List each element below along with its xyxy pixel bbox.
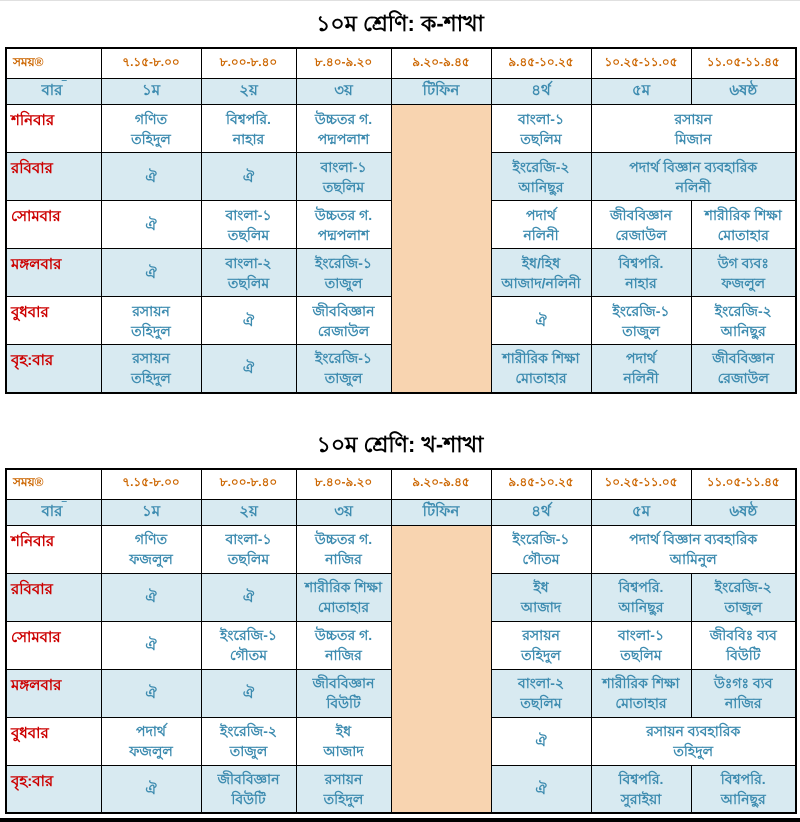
subject-line: আনিছুর — [618, 599, 664, 615]
subject-line: আনিছুর — [720, 790, 766, 807]
subject-cell — [591, 621, 691, 669]
subject-line: বাংলা-১ — [617, 627, 665, 643]
subject-line: পদার্থ — [136, 723, 166, 739]
time-cell: ৭.১৫-৮.০০ — [101, 48, 201, 79]
subject-line: ঐ — [145, 685, 157, 701]
subject-cell — [101, 345, 201, 393]
subject-line: ঐ — [242, 589, 255, 605]
subject-cell — [591, 765, 691, 813]
subject-line: উগ ব্যবঃ — [717, 254, 769, 271]
subject-line: বাংলা-১ — [517, 110, 565, 127]
subject-line: ইধ — [533, 579, 549, 595]
subject-cell — [591, 201, 691, 249]
day-cell: বৃহ:বার — [6, 345, 101, 393]
subject-cell — [491, 765, 591, 813]
time-cell: ৯.২০-৯.৪৫ — [391, 48, 491, 79]
routine-table-kha — [5, 468, 797, 815]
subject-line: ঐ — [242, 168, 255, 185]
time-header-row — [6, 48, 796, 79]
subject-line: নাজির — [325, 551, 362, 567]
subject-cell — [296, 249, 391, 297]
subject-cell — [101, 297, 201, 345]
day-cell: মঙ্গলবার — [6, 249, 101, 297]
subject-line: বিশ্বপরি. — [618, 579, 664, 595]
time-cell: ৮.৪০-৯.২০ — [296, 48, 391, 79]
subject-line: নাহার — [625, 274, 657, 291]
subject-line: রসায়ন — [132, 350, 170, 367]
subject-line: তহিদুল — [131, 370, 171, 387]
subject-line: তহিদুল — [131, 322, 171, 339]
tiffin-column — [391, 525, 491, 813]
subject-line: বিশ্বপরি. — [226, 110, 271, 127]
subject-line: ইংরেজি-১ — [512, 531, 570, 547]
subject-line: শারীরিক শিক্ষা — [304, 579, 383, 595]
subject-line: মোতাহার — [317, 599, 370, 615]
subject-line: মোতাহার — [515, 370, 567, 387]
time-header-row — [6, 469, 796, 500]
routine-table-ka — [5, 47, 797, 394]
subject-cell — [491, 525, 591, 573]
subject-cell — [101, 105, 201, 153]
subject-cell — [101, 525, 201, 573]
subject-line: ইংরেজি-২ — [220, 723, 277, 739]
subject-line: জীববিঃ ব্যব — [709, 627, 777, 643]
subject-line: ঐ — [535, 780, 547, 797]
subject-line: আজাদ — [323, 743, 364, 759]
subject-cell — [691, 249, 796, 297]
subject-line: মোতাহার — [615, 695, 667, 711]
subject-line: ইংরেজি-২ — [714, 302, 772, 319]
subject-line: ঐ — [145, 637, 157, 653]
period-cell: ২য় — [201, 499, 296, 525]
subject-line: উচ্চতর গ. — [314, 531, 373, 547]
subject-line: ইংরেজি-১ — [315, 254, 372, 271]
subject-line: পদ্মপলাশ — [317, 130, 370, 147]
subject-cell — [201, 345, 296, 393]
day-cell: রবিবার — [6, 573, 101, 621]
subject-line: ইংরেজি-১ — [612, 302, 670, 319]
subject-line: বিউটি — [231, 790, 266, 807]
subject-line: নলিনী — [675, 178, 711, 195]
subject-line: তছলিম — [322, 178, 365, 195]
subject-line: ইংরেজি-২ — [714, 579, 772, 595]
subject-line: পদার্থ — [526, 206, 556, 223]
day-label-mark: ‾ — [62, 80, 67, 92]
subject-cell — [101, 249, 201, 297]
subject-cell — [591, 297, 691, 345]
period-cell: ১ম — [101, 499, 201, 525]
subject-line: উচ্চতর গ. — [314, 627, 373, 643]
subject-line: বাংলা-১ — [225, 531, 272, 547]
subject-line: তছলিম — [227, 226, 270, 243]
subject-line: রসায়ন — [324, 770, 363, 787]
subject-line: গণিত — [134, 110, 168, 127]
subject-line: তাজুল — [724, 599, 763, 615]
subject-cell — [491, 153, 591, 201]
period-cell: ১ম — [101, 79, 201, 105]
period-cell: ৩য় — [296, 79, 391, 105]
subject-line: বিশ্বপরি. — [618, 770, 664, 787]
period-cell: ২য় — [201, 79, 296, 105]
day-cell: শনিবার — [6, 525, 101, 573]
subject-line: পদ্মপলাশ — [317, 226, 370, 243]
period-cell: ৫ম — [591, 79, 691, 105]
section-ka-title: ১০ম শ্রেণি: ক-শাখা — [316, 11, 484, 36]
subject-line: বাংলা-১ — [320, 158, 367, 175]
subject-cell — [591, 669, 691, 717]
tiffin-header-cell: টিফিন — [391, 499, 491, 525]
subject-cell — [296, 201, 391, 249]
subject-line: রসায়ন — [674, 110, 713, 127]
subject-line: ঐ — [145, 264, 157, 281]
day-cell: বুধবার — [6, 297, 101, 345]
subject-cell — [201, 153, 296, 201]
subject-line: মোতাহার — [717, 226, 769, 243]
subject-line: বাংলা-১ — [225, 206, 272, 223]
subject-line: আনিছুর — [720, 322, 766, 339]
subject-line: তহিদুল — [131, 130, 171, 147]
subject-line: ইধ — [335, 723, 352, 739]
subject-line: উচ্চতর গ. — [314, 110, 373, 127]
day-row — [6, 525, 796, 573]
subject-line: ঐ — [535, 733, 547, 749]
day-row — [6, 105, 796, 153]
subject-cell — [491, 105, 591, 153]
tiffin-column — [391, 105, 491, 393]
subject-cell — [491, 249, 591, 297]
subject-line: নাহার — [232, 130, 265, 147]
subject-line: রেজাউল — [317, 322, 370, 339]
period-cell: ৩য় — [296, 499, 391, 525]
subject-cell — [201, 105, 296, 153]
subject-line: রসায়ন — [522, 627, 560, 643]
time-cell: ৯.৪৫-১০.২৫ — [491, 48, 591, 79]
subject-cell — [101, 765, 201, 813]
subject-line: আমিনুল — [669, 551, 717, 567]
time-cell: ১১.০৫-১১.৪৫ — [691, 48, 796, 79]
tiffin-header-cell: টিফিন — [391, 79, 491, 105]
day-cell: মঙ্গলবার — [6, 669, 101, 717]
subject-cell — [101, 201, 201, 249]
subject-line: জীববিজ্ঞান — [312, 302, 375, 319]
subject-cell — [691, 765, 796, 813]
subject-line: নাজির — [724, 695, 762, 711]
subject-line: আনিছুর — [518, 178, 564, 195]
subject-line: জীববিজ্ঞান — [312, 675, 375, 691]
subject-cell — [691, 669, 796, 717]
subject-line: ইংরেজি-১ — [220, 627, 277, 643]
subject-cell — [691, 297, 796, 345]
subject-cell — [201, 669, 296, 717]
subject-line: ঐ — [242, 685, 255, 701]
time-cell: ১০.২৫-১১.০৫ — [591, 48, 691, 79]
subject-line: রেজাউল — [615, 226, 667, 243]
subject-cell — [296, 153, 391, 201]
subject-line: ঐ — [242, 312, 255, 329]
subject-line: শারীরিক শিক্ষা — [502, 350, 580, 367]
subject-line: সুরাইয়া — [620, 790, 662, 807]
subject-line: শারীরিক শিক্ষা — [602, 675, 680, 691]
subject-line: ঐ — [145, 168, 157, 185]
day-cell: সোমবার — [6, 621, 101, 669]
subject-line: বিশ্বপরি. — [618, 254, 664, 271]
subject-cell — [201, 201, 296, 249]
subject-line: জীববিজ্ঞান — [712, 350, 775, 367]
subject-cell — [591, 153, 796, 201]
subject-line: ইংরেজি-২ — [512, 158, 570, 175]
time-cell: ৮.০০-৮.৪০ — [201, 469, 296, 500]
time-cell: ৯.৪৫-১০.২৫ — [491, 469, 591, 500]
subject-cell — [296, 621, 391, 669]
subject-cell — [691, 201, 796, 249]
day-cell: শনিবার — [6, 105, 101, 153]
subject-line: ইধ/হিধ — [521, 254, 561, 271]
subject-line: আজাদ/নলিনী — [501, 274, 581, 291]
subject-line: বাংলা-২ — [517, 675, 565, 691]
routine-page — [0, 1, 800, 822]
day-cell: সোমবার — [6, 201, 101, 249]
subject-line: তছলিম — [620, 647, 662, 663]
time-cell: ৮.০০-৮.৪০ — [201, 48, 296, 79]
subject-cell — [101, 153, 201, 201]
subject-cell — [296, 345, 391, 393]
subject-line: শারীরিক শিক্ষা — [704, 206, 782, 223]
subject-line: রসায়ন ব্যবহারিক — [646, 723, 741, 739]
subject-line: তহিদুল — [673, 743, 714, 759]
subject-cell — [591, 573, 691, 621]
subject-cell — [101, 621, 201, 669]
subject-line: বিউটি — [726, 647, 761, 663]
subject-line: রসায়ন — [132, 302, 170, 319]
subject-cell — [101, 573, 201, 621]
day-label-cell: বার‾ — [6, 79, 101, 105]
period-header-row — [6, 499, 796, 525]
subject-cell — [491, 297, 591, 345]
time-cell: ১০.২৫-১১.০৫ — [591, 469, 691, 500]
subject-line: তছলিম — [520, 130, 562, 147]
day-cell: রবিবার — [6, 153, 101, 201]
time-label-cell: সময়® — [6, 48, 101, 79]
subject-line: মিজান — [674, 130, 712, 147]
subject-line: বাংলা-২ — [225, 254, 272, 271]
subject-line: তাজুল — [622, 322, 660, 339]
subject-line: তহিদুল — [521, 647, 561, 663]
subject-cell — [201, 621, 296, 669]
subject-cell — [491, 345, 591, 393]
subject-line: ঐ — [145, 589, 157, 605]
time-cell: ১১.০৫-১১.৪৫ — [691, 469, 796, 500]
day-label-mark: ‾ — [62, 500, 67, 513]
period-cell: ৬ষষ্ঠ — [691, 79, 796, 105]
period-cell: ৬ষষ্ঠ — [691, 499, 796, 525]
subject-line: নাজির — [325, 647, 362, 663]
subject-line: ফজলুল — [129, 743, 173, 759]
subject-cell — [491, 621, 591, 669]
subject-cell — [201, 297, 296, 345]
subject-line: ফজলুল — [721, 274, 766, 291]
subject-cell — [296, 573, 391, 621]
subject-line: নলিনী — [523, 226, 559, 243]
period-cell: ৪র্থ — [491, 79, 591, 105]
subject-line: পদার্থ — [626, 350, 656, 367]
day-label-cell: বার‾ — [6, 499, 101, 525]
subject-line: জীববিজ্ঞান — [217, 770, 280, 787]
subject-line: তছলিম — [227, 274, 270, 291]
subject-cell — [591, 525, 796, 573]
subject-line: তাজুল — [324, 370, 363, 387]
day-cell: বুধবার — [6, 717, 101, 765]
subject-cell — [201, 717, 296, 765]
bottom-divider — [0, 818, 800, 822]
subject-line: রেজাউল — [717, 370, 769, 387]
subject-cell — [691, 345, 796, 393]
subject-line: তছলিম — [227, 551, 270, 567]
subject-cell — [296, 105, 391, 153]
subject-line: জীববিজ্ঞান — [610, 206, 672, 223]
subject-line: তাজুল — [324, 274, 363, 291]
period-cell: ৫ম — [591, 499, 691, 525]
subject-cell — [201, 573, 296, 621]
subject-line: ঐ — [145, 780, 157, 797]
subject-cell — [491, 717, 591, 765]
subject-cell — [591, 345, 691, 393]
subject-line: তহিদুল — [323, 790, 364, 807]
subject-cell — [591, 105, 796, 153]
subject-line: উচ্চতর গ. — [314, 206, 373, 223]
time-cell: ৮.৪০-৯.২০ — [296, 469, 391, 500]
subject-line: গণিত — [134, 531, 168, 547]
time-cell: ৭.১৫-৮.০০ — [101, 469, 201, 500]
subject-cell — [491, 669, 591, 717]
subject-line: ঐ — [242, 360, 255, 377]
subject-line: তাজুল — [229, 743, 268, 759]
subject-line: ঐ — [535, 312, 547, 329]
subject-line: পদার্থ বিজ্ঞান ব্যবহারিক — [629, 158, 758, 175]
subject-cell — [591, 249, 691, 297]
subject-cell — [296, 765, 391, 813]
subject-line: বিউটি — [326, 695, 361, 711]
time-cell: ৯.২০-৯.৪৫ — [391, 469, 491, 500]
subject-cell — [491, 201, 591, 249]
subject-cell — [491, 573, 591, 621]
subject-line: নলিনী — [623, 370, 659, 387]
subject-cell — [691, 573, 796, 621]
subject-line: ঐ — [145, 216, 157, 233]
subject-line: ইংরেজি-১ — [315, 350, 372, 367]
subject-cell — [691, 621, 796, 669]
subject-line: আজাদ — [520, 599, 562, 615]
period-header-row — [6, 79, 796, 105]
period-cell: ৪র্থ — [491, 499, 591, 525]
subject-cell — [296, 717, 391, 765]
subject-line: বিশ্বপরি. — [720, 770, 766, 787]
subject-cell — [101, 717, 201, 765]
subject-line: গৌতম — [522, 551, 560, 567]
subject-cell — [201, 525, 296, 573]
subject-cell — [296, 297, 391, 345]
subject-cell — [296, 525, 391, 573]
subject-line: তছলিম — [520, 695, 562, 711]
subject-line: উঃগঃ ব্যব — [713, 675, 773, 691]
subject-line: পদার্থ বিজ্ঞান ব্যবহারিক — [629, 531, 758, 547]
subject-cell — [201, 249, 296, 297]
subject-line: ফজলুল — [129, 551, 173, 567]
section-kha-title: ১০ম শ্রেণি: খ-শাখা — [316, 431, 484, 457]
subject-line: গৌতম — [229, 647, 268, 663]
subject-cell — [201, 765, 296, 813]
subject-cell — [591, 717, 796, 765]
time-label-cell: সময়® — [6, 469, 101, 500]
day-cell: বৃহ:বার — [6, 765, 101, 813]
subject-cell — [296, 669, 391, 717]
subject-cell — [101, 669, 201, 717]
